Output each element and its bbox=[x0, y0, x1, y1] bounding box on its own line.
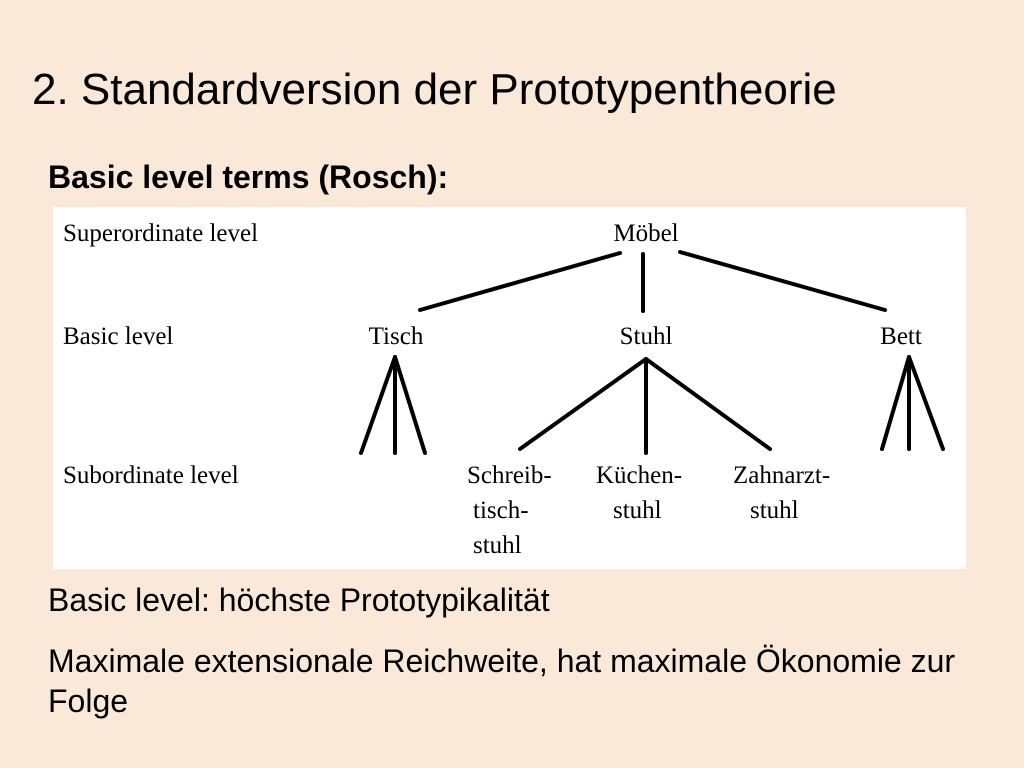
taxonomy-figure bbox=[53, 207, 966, 569]
term-kuechenstuhl-line-1: Küchen- bbox=[596, 462, 683, 489]
term-zahnarztstuhl-line-2: stuhl bbox=[750, 497, 799, 524]
slide-title: 2. Standardversion der Prototypentheorie bbox=[32, 65, 837, 114]
edge-stuhl-schreibtischstuhl bbox=[520, 359, 646, 449]
edge-tisch-sub-left bbox=[361, 357, 395, 453]
term-stuhl: Stuhl bbox=[619, 323, 673, 350]
taxonomy-diagram bbox=[53, 207, 966, 569]
level-label-superordinate: Superordinate level bbox=[63, 220, 259, 247]
term-moebel: Möbel bbox=[613, 220, 679, 247]
subheading: Basic level terms (Rosch): bbox=[48, 159, 449, 195]
bullet-basic-level: Basic level: höchste Prototypikalität bbox=[48, 582, 550, 618]
edge-moebel-tisch bbox=[420, 253, 620, 310]
term-schreibtischstuhl-line-3: stuhl bbox=[473, 532, 522, 559]
edge-moebel-bett bbox=[680, 252, 885, 310]
bullet-extensional-range: Maximale extensionale Reichweite, hat maximale Ökonomie zur Folge bbox=[48, 643, 956, 719]
term-tisch: Tisch bbox=[368, 323, 424, 350]
term-kuechenstuhl-line-2: stuhl bbox=[613, 497, 662, 524]
edge-bett-sub-left bbox=[882, 357, 909, 449]
term-schreibtischstuhl-line-2: tisch- bbox=[473, 497, 529, 524]
term-zahnarztstuhl-line-1: Zahnarzt- bbox=[733, 462, 831, 489]
level-label-basic: Basic level bbox=[63, 323, 174, 350]
term-schreibtischstuhl-line-1: Schreib- bbox=[467, 462, 552, 489]
level-label-subordinate: Subordinate level bbox=[63, 462, 239, 489]
edge-tisch-sub-right bbox=[395, 357, 425, 453]
edge-stuhl-zahnarztstuhl bbox=[646, 359, 770, 449]
edge-bett-sub-right bbox=[909, 357, 943, 449]
term-bett: Bett bbox=[880, 323, 922, 350]
